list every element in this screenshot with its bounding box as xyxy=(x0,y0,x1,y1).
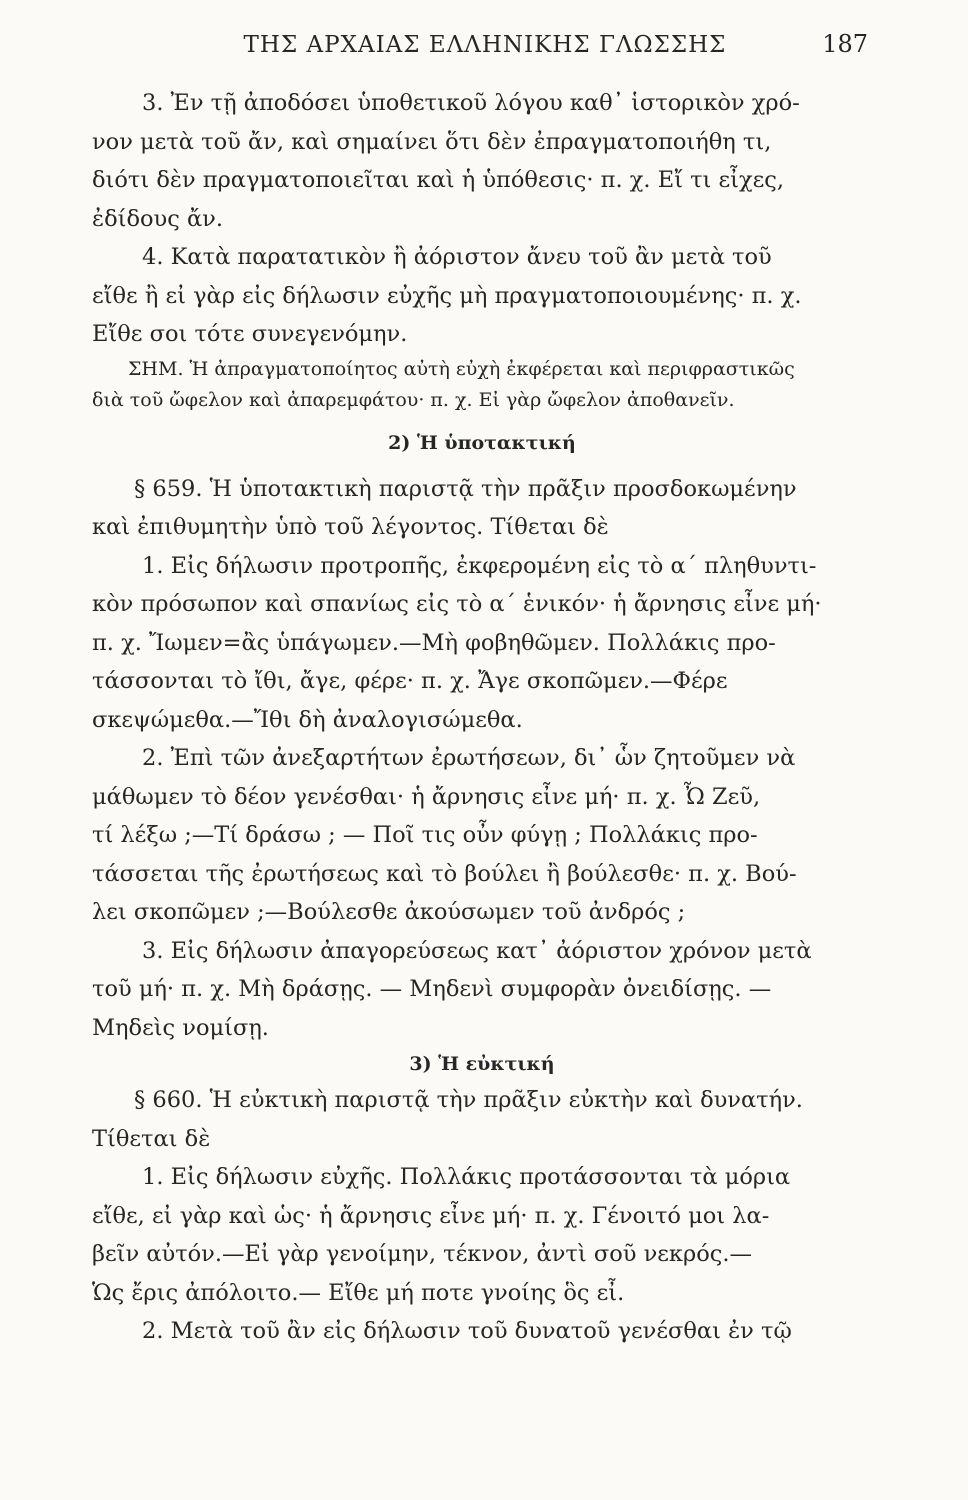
section-heading: 3) Ἡ εὐκτική xyxy=(409,1053,555,1075)
page-header xyxy=(100,30,870,70)
text-line: 1. Εἰς δήλωσιν εὐχῆς. Πολλάκις προτάσσονται τὰ μόρια xyxy=(142,1164,791,1190)
text-line: 3. Εἰς δήλωσιν ἀπαγορεύσεως κατ᾿ ἀόριστον χρόνον μετὰ xyxy=(142,937,812,964)
text-line: εἴθε, εἰ γὰρ καὶ ὡς· ἡ ἄρνησις εἶνε μή· π. χ. Γένοιτό μοι λα- xyxy=(92,1202,770,1229)
page-number: 187 xyxy=(822,30,868,58)
text-line: 2. Μετὰ τοῦ ἂν εἰς δήλωσιν τοῦ δυνατοῦ γενέσθαι ἐν τῷ xyxy=(142,1318,792,1344)
text-line: λει σκοπῶμεν ;—Βούλεσθε ἀκούσωμεν τοῦ ἀνδρός ; xyxy=(92,899,686,925)
text-line: μάθωμεν τὸ δέον γενέσθαι· ἡ ἄρνησις εἶνε μή· π. χ. Ὦ Ζεῦ, xyxy=(92,783,761,810)
text-line: 4. Κατὰ παρατατικὸν ἢ ἀόριστον ἄνευ τοῦ ἂν μετὰ τοῦ xyxy=(142,244,772,270)
text-line: εἴθε ἢ εἰ γὰρ εἰς δήλωσιν εὐχῆς μὴ πραγματοποιουμένης· π. χ. xyxy=(92,282,802,309)
text-line: νον μετὰ τοῦ ἄν, καὶ σημαίνει ὅτι δὲν ἐπραγματοποιήθη τι, xyxy=(92,128,772,155)
text-line: 3. Ἐν τῇ ἀποδόσει ὑποθετικοῦ λόγου καθ᾿ ἱστορικὸν χρό- xyxy=(142,90,800,116)
text-line: Μηδεὶς νομίσῃ. xyxy=(92,1014,269,1041)
text-line: Ὡς ἔρις ἀπόλοιτο.— Εἴθε μή ποτε γνοίης ὃς εἶ. xyxy=(92,1279,625,1306)
text-line: βεῖν αὐτόν.—Εἰ γὰρ γενοίμην, τέκνον, ἀντὶ σοῦ νεκρός.— xyxy=(92,1241,752,1267)
text-line: § 660. Ἡ εὐκτικὴ παριστᾷ τὴν πρᾶξιν εὐκτὴν καὶ δυνατήν. xyxy=(134,1087,803,1113)
text-line: τοῦ μή· π. χ. Μὴ δράσῃς. — Μηδενὶ συμφορὰν ὀνειδίσῃς. — xyxy=(92,976,772,1002)
text-line: διὰ τοῦ ὤφελον καὶ ἀπαρεμφάτου· π. χ. Εἰ γὰρ ὤφελον ἀποθανεῖν. xyxy=(92,388,735,411)
body-text xyxy=(92,84,872,1351)
text-line: π. χ. Ἴωμεν=ἂς ὑπάγωμεν.—Μὴ φοβηθῶμεν. Πολλάκις προ- xyxy=(92,629,776,656)
section-heading: 2) Ἡ ὑποτακτική xyxy=(388,431,576,454)
text-line: § 659. Ἡ ὑποτακτικὴ παριστᾷ τὴν πρᾶξιν προσδοκωμένην xyxy=(134,475,797,502)
text-line: 2. Ἐπὶ τῶν ἀνεξαρτήτων ἐρωτήσεων, δι᾿ ὧν ζητοῦμεν νὰ xyxy=(142,745,796,771)
text-line: τάσσεται τῆς ἐρωτήσεως καὶ τὸ βούλει ἢ βούλεσθε· π. χ. Βού- xyxy=(92,860,797,887)
text-line: καὶ ἐπιθυμητὴν ὑπὸ τοῦ λέγοντος. Τίθεται δὲ xyxy=(92,514,609,540)
text-line: 1. Εἰς δήλωσιν προτροπῆς, ἐκφερομένη εἰς τὸ α´ πληθυντι- xyxy=(142,552,817,579)
text-line: τάσσονται τὸ ἴθι, ἄγε, φέρε· π. χ. Ἄγε σκοπῶμεν.—Φέρε xyxy=(92,668,728,694)
text-line: ἐδίδους ἄν. xyxy=(92,205,223,232)
text-line: Εἴθε σοι τότε συνεγενόμην. xyxy=(92,321,408,347)
running-head: ΤΗΣ ΑΡΧΑΙΑΣ ΕΛΛΗΝΙΚΗΣ ΓΛΩΣΣΗΣ xyxy=(243,32,727,58)
text-line: κὸν πρόσωπον καὶ σπανίως εἰς τὸ α´ ἑνικόν· ἡ ἄρνησις εἶνε μή· xyxy=(92,591,822,617)
text-line: διότι δὲν πραγματοποιεῖται καὶ ἡ ὑπόθεσις· π. χ. Εἴ τι εἶχες, xyxy=(92,167,785,193)
text-line: τί λέξω ;—Τί δράσω ; — Ποῖ τις οὖν φύγῃ ; Πολλάκις προ- xyxy=(92,822,758,848)
text-line: σκεψώμεθα.—Ἴθι δὴ ἀναλογισώμεθα. xyxy=(92,706,523,733)
text-line: ΣΗΜ. Ἡ ἀπραγματοποίητος αὐτὴ εὐχὴ ἐκφέρεται καὶ περιφραστικῶς xyxy=(128,357,795,380)
text-line: Τίθεται δὲ xyxy=(92,1125,211,1152)
